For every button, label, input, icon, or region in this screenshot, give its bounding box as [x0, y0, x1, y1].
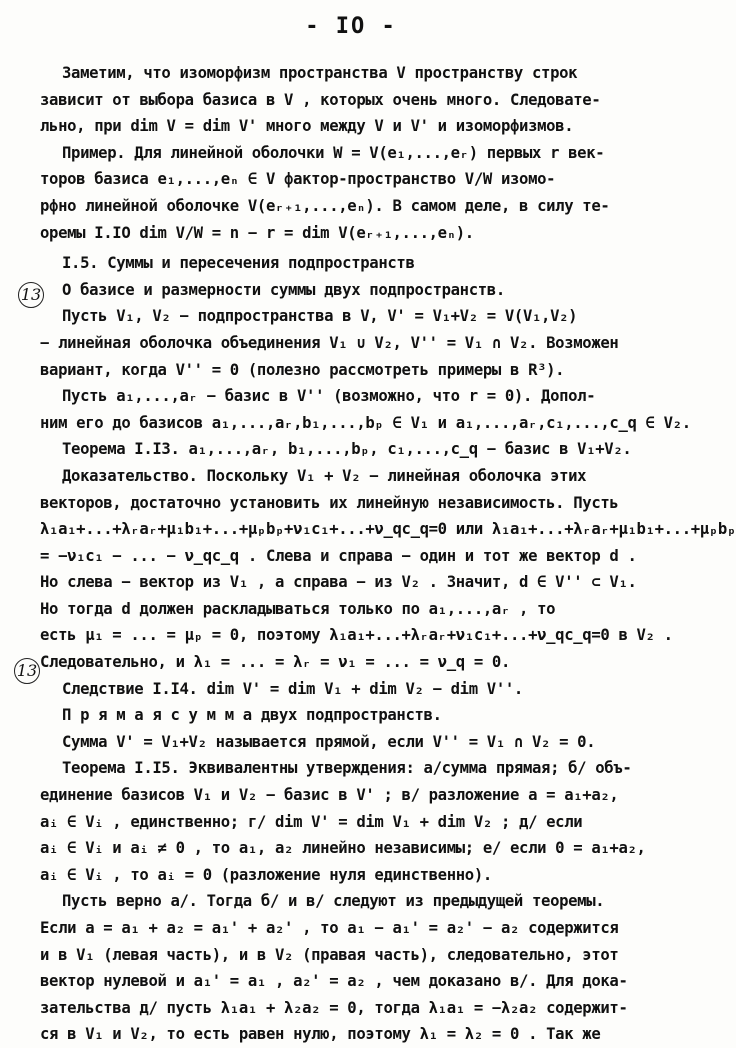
section-heading: I.5. Суммы и пересечения подпространств	[62, 254, 415, 273]
text-line: Пример. Для линейной оболочки W = V(e₁,...,eᵣ) первых r век-	[62, 143, 605, 162]
text-line: единение базисов V₁ и V₂ − базис в V' ; в/ разложение a = a₁+a₂,	[40, 786, 619, 805]
text-line: Если a = a₁ + a₂ = a₁' + a₂' , то a₁ − a₁' = a₂' − a₂ содержится	[40, 919, 619, 937]
text-line: Но тогда d должен раскладываться только по a₁,...,aᵣ , то	[40, 599, 556, 618]
text-line: Заметим, что изоморфизм пространства V пространству строк	[62, 64, 578, 82]
text-line: льно, при dim V = dim V' много между V и V' и изоморфизмов.	[40, 117, 574, 136]
text-line: = −ν₁c₁ − ... − ν_qc_q . Слева и справа − один и тот же вектор d .	[40, 546, 637, 565]
text-line: Теорема I.I3. a₁,...,aᵣ, b₁,...,bₚ, c₁,...,c_q − базис в V₁+V₂.	[62, 440, 632, 459]
page-number: - IO -	[305, 14, 397, 39]
text-line: aᵢ ∈ Vᵢ , то aᵢ = 0 (разложение нуля единственно).	[40, 865, 492, 884]
margin-note-circle-13: 13	[18, 282, 44, 308]
text-line: λ₁a₁+...+λᵣaᵣ+μ₁b₁+...+μₚbₚ+ν₁c₁+...+ν_qc_q=0 или λ₁a₁+...+λᵣaᵣ+μ₁b₁+...+μₚbₚ	[40, 520, 736, 539]
text-line: оремы I.IO dim V/W = n − r = dim V(eᵣ₊₁,...,eₙ).	[40, 223, 474, 242]
body-text	[40, 60, 736, 1048]
text-line: Пусть верно а/. Тогда б/ и в/ следуют из предыдущей теоремы.	[62, 892, 605, 911]
text-line: торов базиса e₁,...,eₙ ∈ V фактор-пространство V/W изомо-	[40, 170, 556, 189]
text-line: Следовательно, и λ₁ = ... = λᵣ = ν₁ = ... = ν_q = 0.	[40, 653, 510, 672]
text-line: вектор нулевой и a₁' = a₁ , a₂' = a₂ , чем доказано в/. Для дока-	[40, 972, 628, 991]
text-line: Пусть a₁,...,aᵣ − базис в V'' (возможно, что r = 0). Допол-	[62, 387, 596, 406]
text-line: и в V₁ (левая часть), и в V₂ (правая часть), следовательно, этот	[40, 945, 619, 964]
text-line: есть μ₁ = ... = μₚ = 0, поэтому λ₁a₁+...+λᵣaᵣ+ν₁c₁+...+ν_qc_q=0 в V₂ .	[40, 626, 673, 645]
text-line: Но слева − вектор из V₁ , а справа − из V₂ . Значит, d ∈ V'' ⊂ V₁.	[40, 573, 637, 592]
text-line: − линейная оболочка объединения V₁ ∪ V₂, V'' = V₁ ∩ V₂. Возможен	[40, 333, 619, 352]
text-line: П р я м а я с у м м а двух подпространств.	[62, 706, 442, 725]
margin-note-circle-13-corollary: 13	[14, 658, 40, 684]
text-line: зательства д/ пусть λ₁a₁ + λ₂a₂ = 0, тогда λ₁a₁ = −λ₂a₂ содержит-	[40, 998, 628, 1017]
text-line: Сумма V' = V₁+V₂ называется прямой, если V'' = V₁ ∩ V₂ = 0.	[62, 732, 596, 751]
text-line: Следствие I.I4. dim V' = dim V₁ + dim V₂ − dim V''.	[62, 679, 523, 698]
text-line: векторов, достаточно установить их линейную независимость. Пусть	[40, 493, 619, 512]
text-line: Теорема I.I5. Эквивалентны утверждения: а/сумма прямая; б/ объ-	[62, 759, 632, 778]
text-line: О базисе и размерности суммы двух подпространств.	[62, 280, 505, 299]
text-line: aᵢ ∈ Vᵢ , единственно; г/ dim V' = dim V₁ + dim V₂ ; д/ если	[40, 812, 583, 831]
text-line: ним его до базисов a₁,...,aᵣ,b₁,...,bₚ ∈ V₁ и a₁,...,aᵣ,c₁,...,c_q ∈ V₂.	[40, 413, 691, 432]
text-line: ся в V₁ и V₂, то есть равен нулю, поэтому λ₁ = λ₂ = 0 . Так же	[40, 1025, 601, 1044]
text-line: рфно линейной оболочке V(eᵣ₊₁,...,eₙ). В самом деле, в силу те-	[40, 196, 610, 215]
text-line: aᵢ ∈ Vᵢ и aᵢ ≠ 0 , то a₁, a₂ линейно независимы; е/ если 0 = a₁+a₂,	[40, 839, 646, 858]
text-line: зависит от выбора базиса в V , которых очень много. Следовате-	[40, 90, 601, 109]
text-line: вариант, когда V'' = 0 (полезно рассмотреть примеры в R³).	[40, 360, 565, 379]
text-line: Пусть V₁, V₂ − подпространства в V, V' = V₁+V₂ = V(V₁,V₂)	[62, 307, 578, 326]
text-line: Доказательство. Поскольку V₁ + V₂ − линейная оболочка этих	[62, 466, 587, 485]
